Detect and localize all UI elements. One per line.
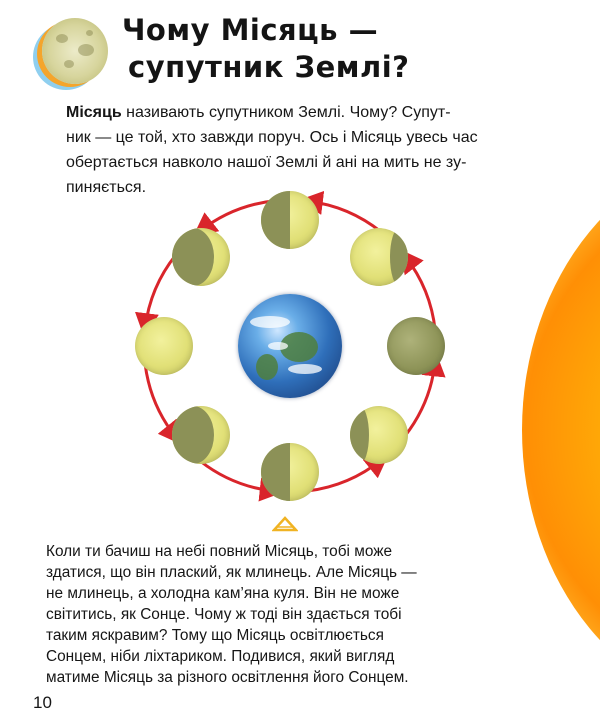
intro-lead-word: Місяць bbox=[66, 104, 122, 121]
page-number: 10 bbox=[33, 693, 52, 712]
moon-phase-top-right bbox=[350, 228, 408, 286]
body-line: матиме Місяць за різного освітлення його Сонцем. bbox=[46, 669, 409, 686]
earth-icon bbox=[238, 294, 342, 398]
intro-line: ник — це той, хто завжди поруч. Ось і Місяць увесь час bbox=[66, 129, 478, 146]
body-line: таким яскравим? Тому що Місяць освітлюється bbox=[46, 627, 384, 644]
intro-line: називають супутником Землі. Чому? Супут- bbox=[121, 104, 451, 121]
intro-line: пиняється. bbox=[66, 179, 147, 196]
moon-icon bbox=[42, 18, 108, 84]
red-curved-arrow-icon bbox=[308, 460, 382, 491]
title-line-2: супутник Землі? bbox=[128, 50, 410, 84]
sun-illustration bbox=[522, 150, 600, 710]
body-line: Коли ти бачиш на небі повний Місяць, тобі може bbox=[46, 543, 393, 560]
intro-line: обертається навколо нашої Землі й ані на мить не зу- bbox=[66, 154, 467, 171]
body-line: Сонцем, ніби ліхтариком. Подивися, який вигляд bbox=[46, 648, 395, 665]
moon-phases-diagram bbox=[126, 182, 456, 502]
moon-phase-bottom-right bbox=[350, 406, 408, 464]
body-paragraph bbox=[46, 541, 486, 688]
body-line: здатися, що він плаский, як млинець. Але Місяць — bbox=[46, 564, 417, 581]
moon-phase-right bbox=[387, 317, 445, 375]
page-title bbox=[122, 12, 409, 86]
body-line: світитись, як Сонце. Чому ж тоді він здається тобі bbox=[46, 606, 402, 623]
triangle-up-icon bbox=[272, 516, 298, 532]
moon-phase-bottom bbox=[261, 443, 319, 501]
moon-phase-bottom-left bbox=[172, 406, 230, 464]
body-line: не млинець, а холодна кам’яна куля. Він не може bbox=[46, 585, 400, 602]
title-line-1: Чому Місяць — bbox=[122, 13, 379, 47]
moon-phase-top bbox=[261, 191, 319, 249]
moon-phase-top-left bbox=[172, 228, 230, 286]
moon-phase-left bbox=[135, 317, 193, 375]
